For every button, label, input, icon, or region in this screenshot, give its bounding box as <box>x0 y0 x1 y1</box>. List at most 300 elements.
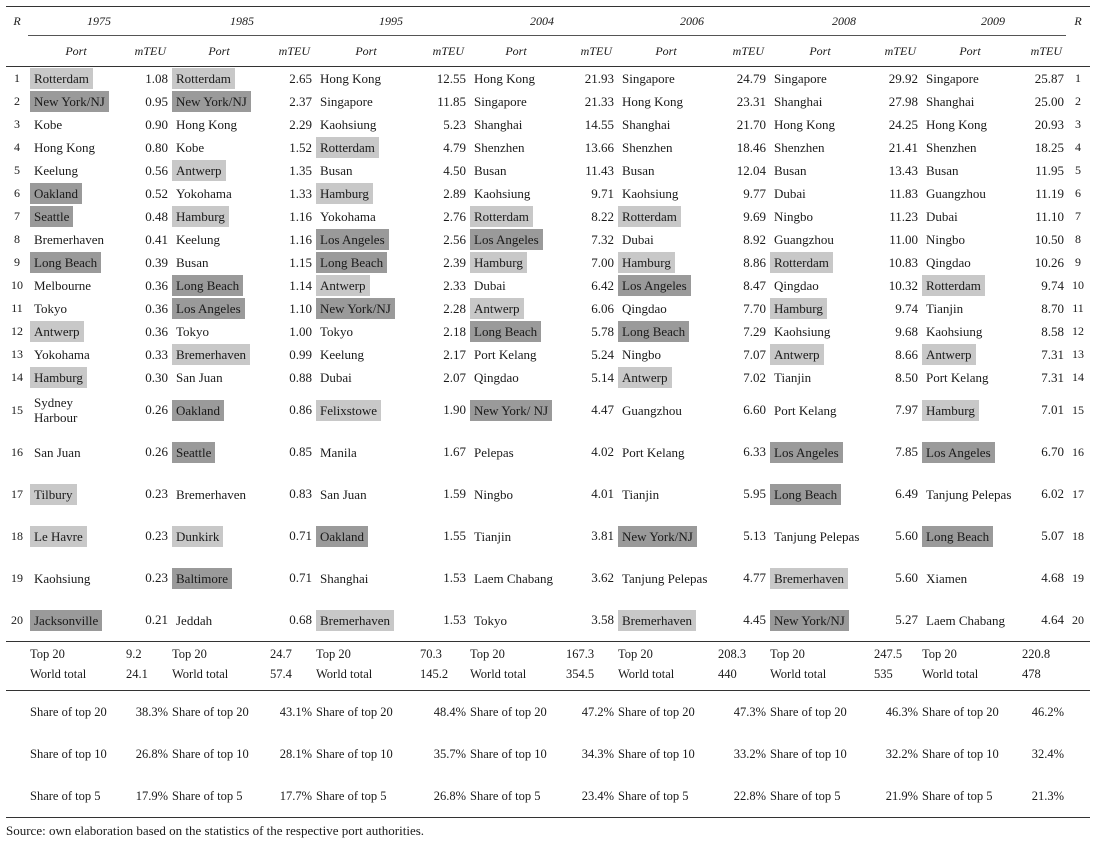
rank-number: 18 <box>11 528 23 543</box>
mteu-value: 8.92 <box>743 231 766 247</box>
port-cell <box>468 366 564 389</box>
top20-label: Top 20 <box>316 646 351 661</box>
port-cell <box>616 557 716 599</box>
port-cell <box>170 113 268 136</box>
port-cell <box>468 67 564 91</box>
mteu-value: 10.83 <box>888 254 918 270</box>
mteu-value: 1.52 <box>289 139 312 155</box>
top20-label: Top 20 <box>922 646 957 661</box>
rank-number: 13 <box>1072 347 1084 361</box>
mteu-value: 7.85 <box>895 444 918 459</box>
year-header: 2006 <box>616 7 768 36</box>
port-name: Hong Kong <box>474 71 536 86</box>
table-row <box>6 251 1090 274</box>
mteu-value: 1.08 <box>145 70 168 86</box>
share-top5-label-cell <box>28 775 124 818</box>
rank-number: 18 <box>1072 528 1084 543</box>
rank-number: 5 <box>1075 163 1081 177</box>
mteu-value: 0.56 <box>145 162 168 178</box>
port-cell <box>170 389 268 431</box>
port-name: Laem Chabang <box>926 612 1006 628</box>
mteu-value: 21.33 <box>584 93 614 109</box>
port-name: Busan <box>176 255 209 270</box>
mteu-value: 5.24 <box>591 346 614 362</box>
port-name: Kobe <box>176 140 205 155</box>
share-top5-value: 22.8% <box>716 775 768 818</box>
port-name: Hong Kong <box>176 117 238 132</box>
mteu-value: 2.29 <box>289 116 312 132</box>
rank-number: 14 <box>1072 370 1084 384</box>
share-top10-label: Share of top 10 <box>316 747 393 761</box>
world-total-label: World total <box>28 664 124 691</box>
mteu-value: 21.93 <box>584 70 614 86</box>
share-top10-label: Share of top 10 <box>618 747 695 761</box>
share-top20-label: Share of top 20 <box>316 705 393 719</box>
port-cell <box>920 431 1020 473</box>
mteu-value: 9.74 <box>895 300 918 316</box>
top20-label: Top 20 <box>30 646 65 661</box>
port-name: Long Beach <box>770 484 841 505</box>
share-top20-label-cell <box>170 691 268 734</box>
port-name: Antwerp <box>470 298 524 319</box>
port-cell <box>616 205 716 228</box>
year-header: 2004 <box>468 7 616 36</box>
share-top10-label: Share of top 10 <box>470 747 547 761</box>
mteu-value: 0.86 <box>289 402 312 417</box>
share-top20-label: Share of top 20 <box>470 705 547 719</box>
port-name: Long Beach <box>618 321 689 342</box>
mteu-value: 0.88 <box>289 369 312 385</box>
port-cell <box>314 182 418 205</box>
port-cell <box>768 599 872 642</box>
share-top5-label-cell <box>920 775 1020 818</box>
share-top5-label-cell <box>616 775 716 818</box>
share-top20-value: 43.1% <box>279 704 312 719</box>
port-name: Kaohsiung <box>34 570 91 586</box>
port-cell <box>920 274 1020 297</box>
port-cell <box>28 343 124 366</box>
mteu-value: 11.19 <box>1035 185 1064 201</box>
world-total-label: World total <box>768 664 872 691</box>
mteu-value: 0.71 <box>289 528 312 543</box>
port-name: Singapore <box>774 71 827 86</box>
rank-number: 1 <box>1075 71 1081 85</box>
port-name: Shanghai <box>774 94 823 109</box>
port-name: Antwerp <box>922 344 976 365</box>
share-top10-value: 34.3% <box>581 746 614 761</box>
mteu-value: 9.69 <box>743 208 766 224</box>
port-cell <box>768 274 872 297</box>
port-cell <box>170 297 268 320</box>
port-cell <box>28 473 124 515</box>
port-name: New York/NJ <box>172 91 251 112</box>
table-row <box>6 473 1090 515</box>
mteu-value: 4.01 <box>591 486 614 501</box>
rank-number: 16 <box>11 444 23 459</box>
port-name: Yokohama <box>176 186 232 201</box>
mteu-value: 11.00 <box>889 231 918 247</box>
port-name: Qingdao <box>774 278 819 293</box>
table-row <box>6 205 1090 228</box>
port-cell <box>616 599 716 642</box>
mteu-value: 14.55 <box>584 116 614 132</box>
port-cell <box>28 113 124 136</box>
port-name: Hamburg <box>316 183 373 204</box>
port-name: Hamburg <box>172 206 229 227</box>
mteu-value: 25.87 <box>1034 70 1064 86</box>
port-cell <box>616 515 716 557</box>
port-name: Long Beach <box>922 526 993 547</box>
mteu-value: 0.36 <box>145 323 168 339</box>
rank-number: 10 <box>1072 278 1084 292</box>
port-cell <box>170 159 268 182</box>
empty-cell <box>6 642 28 665</box>
share-top20-value: 46.3% <box>885 704 918 719</box>
port-cell <box>920 113 1020 136</box>
share-top5-label: Share of top 5 <box>770 789 841 803</box>
top20-value: 70.3 <box>420 646 442 661</box>
table-row <box>6 557 1090 599</box>
share-top10-label-cell <box>616 733 716 775</box>
empty-cell <box>1066 691 1090 734</box>
port-name: Hong Kong <box>320 71 382 86</box>
container-port-ranking-table <box>6 6 1090 818</box>
world-total-label: World total <box>314 664 418 691</box>
table-row <box>6 136 1090 159</box>
mteu-value: 2.89 <box>443 185 466 201</box>
port-cell <box>28 431 124 473</box>
port-name: Hamburg <box>30 367 87 388</box>
port-cell <box>616 297 716 320</box>
share-top20-label-cell <box>314 691 418 734</box>
rank-number: 2 <box>14 94 20 108</box>
year-header: 2009 <box>920 7 1066 36</box>
world-total-value: 57.4 <box>268 664 314 691</box>
mteu-column-header: mTEU <box>124 36 170 67</box>
mteu-value: 0.26 <box>145 402 168 417</box>
port-cell <box>616 389 716 431</box>
rank-header-right: R <box>1066 7 1090 36</box>
port-cell <box>28 67 124 91</box>
empty-cell <box>6 733 28 775</box>
mteu-value: 1.00 <box>289 323 312 339</box>
port-cell <box>28 205 124 228</box>
port-name: Shanghai <box>474 117 523 132</box>
rank-number: 15 <box>1072 402 1084 417</box>
port-name: Keelung <box>34 163 79 178</box>
mteu-column-header: mTEU <box>872 36 920 67</box>
rank-number: 2 <box>1075 94 1081 108</box>
share-top5-row <box>6 775 1090 818</box>
mteu-value: 20.93 <box>1034 116 1064 132</box>
mteu-value: 29.92 <box>888 70 918 86</box>
year-header-row <box>6 7 1090 36</box>
mteu-value: 2.39 <box>443 254 466 270</box>
port-cell <box>616 251 716 274</box>
port-name: Shanghai <box>320 570 369 586</box>
port-cell <box>314 343 418 366</box>
mteu-value: 6.49 <box>895 486 918 501</box>
empty-cell <box>1066 642 1090 665</box>
table-row <box>6 515 1090 557</box>
mteu-value: 24.79 <box>736 70 766 86</box>
table-row <box>6 67 1090 91</box>
port-name: San Juan <box>176 370 223 385</box>
mteu-value: 0.71 <box>289 570 312 585</box>
port-column-header: Port <box>314 36 418 67</box>
port-name: Bremerhaven <box>770 568 848 589</box>
port-cell <box>170 431 268 473</box>
port-name: Rotterdam <box>470 206 533 227</box>
table-row <box>6 182 1090 205</box>
world-total-value: 535 <box>872 664 920 691</box>
mteu-value: 0.23 <box>145 570 168 585</box>
mteu-value: 8.22 <box>591 208 614 224</box>
empty-cell <box>1066 733 1090 775</box>
mteu-value: 1.53 <box>418 599 468 642</box>
port-cell <box>616 228 716 251</box>
empty-cell <box>6 775 28 818</box>
mteu-value: 0.68 <box>268 599 314 642</box>
port-cell <box>28 182 124 205</box>
empty-cell <box>6 664 28 691</box>
mteu-value: 8.58 <box>1041 323 1064 339</box>
mteu-value: 0.36 <box>145 300 168 316</box>
port-name: Yokohama <box>320 209 376 224</box>
share-top5-label: Share of top 5 <box>316 789 387 803</box>
top20-label: Top 20 <box>470 646 505 661</box>
port-cell <box>616 366 716 389</box>
mteu-value: 8.47 <box>743 277 766 293</box>
empty-cell <box>1066 664 1090 691</box>
mteu-value: 10.50 <box>1034 231 1064 247</box>
port-cell <box>768 473 872 515</box>
mteu-value: 11.23 <box>889 208 918 224</box>
world-total-value: 24.1 <box>124 664 170 691</box>
port-cell <box>920 228 1020 251</box>
port-cell <box>468 90 564 113</box>
port-cell <box>920 599 1020 642</box>
port-cell <box>28 136 124 159</box>
share-top10-label-cell <box>28 733 124 775</box>
share-top20-value: 38.3% <box>135 704 168 719</box>
rank-number: 8 <box>14 232 20 246</box>
port-cell <box>314 599 418 642</box>
share-top20-label-cell <box>468 691 564 734</box>
table-row <box>6 297 1090 320</box>
port-name: Busan <box>774 163 807 178</box>
port-cell <box>768 136 872 159</box>
mteu-value: 12.04 <box>736 162 766 178</box>
port-name: Long Beach <box>316 252 387 273</box>
port-cell <box>768 90 872 113</box>
port-cell <box>616 136 716 159</box>
share-top20-value: 48.4% <box>433 704 466 719</box>
mteu-value: 4.02 <box>591 444 614 459</box>
port-cell <box>170 205 268 228</box>
port-cell <box>616 320 716 343</box>
port-name: New York/NJ <box>316 298 395 319</box>
rank-number: 1 <box>14 71 20 85</box>
port-cell <box>920 297 1020 320</box>
port-cell <box>616 431 716 473</box>
share-top10-value: 35.7% <box>433 746 466 761</box>
port-name: Hong Kong <box>926 117 988 132</box>
port-cell <box>616 182 716 205</box>
port-cell <box>314 205 418 228</box>
mteu-value: 11.95 <box>1035 162 1064 178</box>
mteu-value: 7.97 <box>895 402 918 417</box>
mteu-value: 11.83 <box>889 185 918 201</box>
mteu-value: 9.74 <box>1041 277 1064 293</box>
share-top10-value: 28.1% <box>279 746 312 761</box>
port-cell <box>314 366 418 389</box>
port-name: Busan <box>622 163 655 178</box>
port-cell <box>28 515 124 557</box>
port-cell <box>468 431 564 473</box>
port-name: Laem Chabang <box>474 570 554 586</box>
rank-number: 12 <box>11 324 23 338</box>
port-name: San Juan <box>34 444 81 460</box>
port-column-header: Port <box>616 36 716 67</box>
port-cell <box>768 557 872 599</box>
table-row <box>6 389 1090 431</box>
share-top20-value: 47.2% <box>581 704 614 719</box>
port-cell <box>768 67 872 91</box>
mteu-value: 5.07 <box>1041 528 1064 543</box>
mteu-value: 5.27 <box>872 599 920 642</box>
share-top10-value: 32.4% <box>1031 746 1064 761</box>
port-name: Los Angeles <box>470 229 543 250</box>
port-cell <box>314 431 418 473</box>
mteu-column-header: mTEU <box>418 36 468 67</box>
rank-number: 11 <box>1072 301 1084 315</box>
share-top5-label: Share of top 5 <box>30 789 101 803</box>
mteu-value: 13.66 <box>584 139 614 155</box>
port-cell <box>768 297 872 320</box>
mteu-value: 10.26 <box>1034 254 1064 270</box>
port-name: Kaohsiung <box>320 117 377 132</box>
port-name: Guangzhou <box>926 186 986 201</box>
mteu-value: 1.35 <box>289 162 312 178</box>
port-cell <box>170 251 268 274</box>
mteu-value: 4.50 <box>443 162 466 178</box>
port-cell <box>468 515 564 557</box>
port-name: Singapore <box>474 94 527 109</box>
port-name: Ningbo <box>774 209 813 224</box>
mteu-value: 0.48 <box>145 208 168 224</box>
mteu-value: 9.68 <box>895 323 918 339</box>
port-cell <box>170 228 268 251</box>
port-cell <box>28 90 124 113</box>
port-name: Tokyo <box>320 324 354 339</box>
mteu-value: 12.55 <box>436 70 466 86</box>
mteu-value: 25.00 <box>1034 93 1064 109</box>
port-cell <box>170 366 268 389</box>
share-top10-value: 33.2% <box>733 746 766 761</box>
port-name: Pelepas <box>474 444 514 460</box>
mteu-value: 0.30 <box>145 369 168 385</box>
port-cell <box>920 366 1020 389</box>
mteu-value: 2.76 <box>443 208 466 224</box>
mteu-value: 0.23 <box>145 528 168 543</box>
port-cell <box>468 113 564 136</box>
mteu-value: 0.80 <box>145 139 168 155</box>
mteu-value: 5.14 <box>591 369 614 385</box>
port-name: Bremerhaven <box>618 610 696 631</box>
mteu-value: 0.99 <box>289 346 312 362</box>
mteu-value: 9.77 <box>743 185 766 201</box>
top20-value: 167.3 <box>566 646 595 661</box>
share-top20-label: Share of top 20 <box>618 705 695 719</box>
share-top5-label-cell <box>170 775 268 818</box>
share-top10-label-cell <box>314 733 418 775</box>
port-name: Qingdao <box>474 370 519 385</box>
port-name: Shenzhen <box>926 140 977 155</box>
rank-header-left: R <box>6 7 28 36</box>
port-name: Long Beach <box>30 252 101 273</box>
port-name: Dubai <box>926 209 958 224</box>
table-row <box>6 431 1090 473</box>
port-name: Port Kelang <box>474 347 537 362</box>
share-top10-label: Share of top 10 <box>172 747 249 761</box>
port-name: Tanjung Pelepas <box>774 528 860 544</box>
rank-number: 11 <box>11 301 23 315</box>
port-column-header: Port <box>170 36 268 67</box>
mteu-value: 0.85 <box>289 444 312 459</box>
port-cell <box>920 136 1020 159</box>
mteu-value: 1.14 <box>289 277 312 293</box>
port-cell <box>920 90 1020 113</box>
port-cell <box>468 251 564 274</box>
mteu-value: 5.23 <box>443 116 466 132</box>
rank-column-spacer <box>1066 36 1090 67</box>
port-cell <box>468 274 564 297</box>
port-cell <box>28 274 124 297</box>
world-total-value: 478 <box>1020 664 1066 691</box>
mteu-value: 2.37 <box>289 93 312 109</box>
mteu-value: 5.95 <box>743 486 766 501</box>
port-cell <box>768 205 872 228</box>
port-cell <box>616 90 716 113</box>
port-name: Dubai <box>774 186 806 201</box>
mteu-value: 1.33 <box>289 185 312 201</box>
port-name: Melbourne <box>34 278 92 293</box>
port-cell <box>468 297 564 320</box>
port-name: Hamburg <box>922 400 979 421</box>
share-top20-label: Share of top 20 <box>30 705 107 719</box>
port-name: Busan <box>926 163 959 178</box>
rank-number: 19 <box>1072 570 1084 585</box>
port-name: Rotterdam <box>770 252 833 273</box>
share-top5-value: 17.7% <box>268 775 314 818</box>
port-name: Rotterdam <box>172 68 235 89</box>
rank-number: 4 <box>14 140 20 154</box>
share-top5-label-cell <box>314 775 418 818</box>
port-name: Rotterdam <box>922 275 985 296</box>
port-name: Kaohsiung <box>474 186 531 201</box>
table-row <box>6 320 1090 343</box>
world-total-value: 440 <box>716 664 768 691</box>
mteu-value: 0.26 <box>145 444 168 459</box>
mteu-column-header: mTEU <box>268 36 314 67</box>
mteu-column-header: mTEU <box>564 36 616 67</box>
port-cell <box>314 473 418 515</box>
port-name: Hong Kong <box>622 94 684 109</box>
mteu-value: 0.23 <box>145 486 168 501</box>
share-top10-row <box>6 733 1090 775</box>
share-top5-label: Share of top 5 <box>172 789 243 803</box>
